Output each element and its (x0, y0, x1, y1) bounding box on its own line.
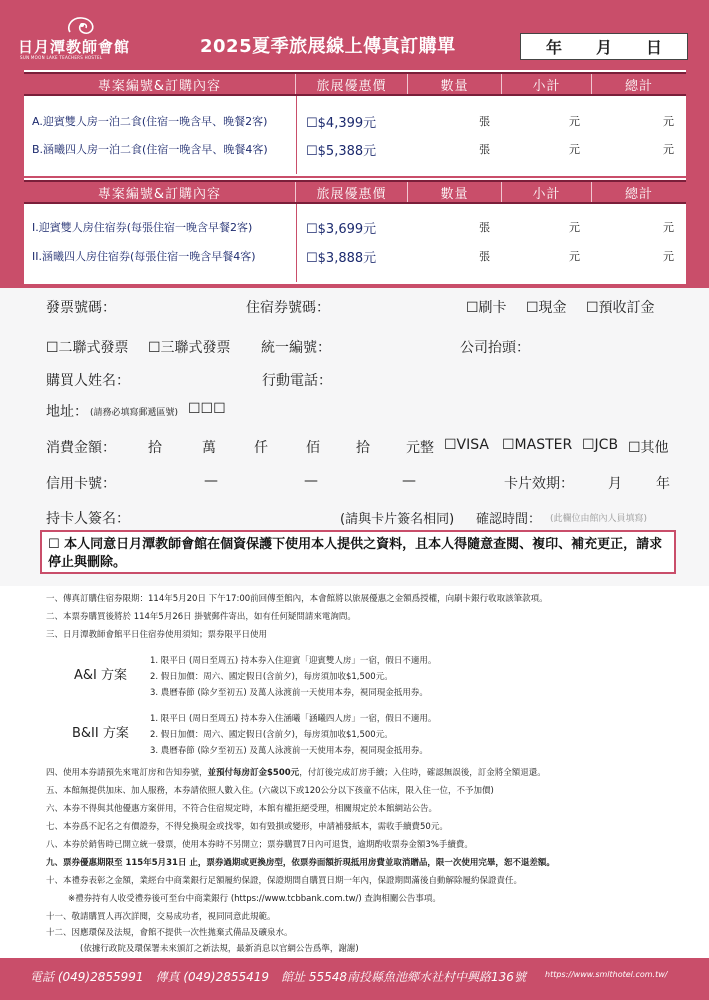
term-12-note: (依據行政院及環保署未來頒訂之新法規，最新消息以官網公告爲準，謝謝) (80, 944, 359, 954)
price-checkbox[interactable]: ☐$5,388元 (306, 143, 377, 159)
term-12: 十二、因應環保及法規，會館不提供一次性拋棄式備品及礦泉水。 (46, 928, 293, 938)
subtotal-field[interactable]: 元 (569, 115, 580, 128)
table-row (24, 243, 686, 269)
amount-unit: 元整 (406, 440, 434, 456)
expiry-month-label: 月 (608, 476, 622, 492)
term-3: 三、日月潭教師會館平日住宿券使用須知；票券限平日使用 (46, 630, 268, 640)
col-subtotal: 小計 (502, 74, 592, 94)
amount-unit: 仟 (254, 440, 268, 456)
pay-card-checkbox[interactable]: ☐刷卡 (466, 300, 507, 316)
plan-a-item: 3. 農曆春節 (除夕至初五) 及萬人泳渡前一天使用本券，視同現金抵用券。 (150, 688, 428, 698)
privacy-consent-checkbox[interactable]: ☐ 本人同意日月潭教師會館在個資保護下使用本人提供之資料，且本人得隨意查閱、複印、補充更正，請求停止與刪除。 (40, 530, 676, 574)
term-11: 十一、敬請購買人再次詳閱，交易成功者，視同同意此規範。 (46, 912, 276, 922)
invoice-number-field[interactable]: 發票號碼： (46, 300, 116, 316)
voucher-number-field[interactable]: 住宿券號碼： (246, 300, 330, 316)
term-4-c: ，付訂後完成訂房手續；入住時，確認無誤後，訂金將全額退還。 (299, 768, 546, 778)
qty-field[interactable]: 張 (479, 221, 490, 234)
card-dash: — (304, 473, 318, 489)
total-field[interactable]: 元 (663, 221, 674, 234)
card-other-checkbox[interactable]: ☐其他 (628, 440, 669, 456)
qty-field[interactable]: 張 (479, 143, 490, 156)
buyer-name-field[interactable]: 購買人姓名： (46, 373, 130, 389)
logo-mark-icon (62, 14, 102, 36)
term-1: 一、傳真訂購住宿券限期：114年5月20日 下午17:00前回傳至館內，本會館將以旅展優惠之金額爲授權，向刷卡銀行收取該筆款項。 (46, 594, 548, 604)
col-qty: 數量 (408, 182, 502, 202)
price-checkbox[interactable]: ☐$3,888元 (306, 250, 377, 266)
tax-id-field[interactable]: 統一編號： (261, 340, 331, 356)
row-item: I.迎賓雙人房住宿券(每張住宿一晚含早餐2客) (32, 221, 253, 234)
card-number-field[interactable]: 信用卡號： (46, 476, 116, 492)
invoice-two-part-checkbox[interactable]: ☐二聯式發票 (46, 340, 129, 356)
logo (18, 14, 148, 58)
amount-field[interactable]: 消費金額： (46, 440, 116, 456)
terms-section (0, 586, 709, 958)
address-note: (請務必填寫郵遞區號) (90, 408, 179, 418)
confirm-note: (此欄位由館內人員填寫) (550, 514, 648, 524)
company-title-field[interactable]: 公司抬頭： (460, 340, 530, 356)
signature-note: (請與卡片簽名相同) (340, 512, 455, 527)
table2-header (24, 180, 686, 204)
header (0, 0, 709, 64)
card-master-checkbox[interactable]: ☐MASTER (502, 437, 573, 453)
table-row (24, 108, 686, 134)
total-field[interactable]: 元 (663, 143, 674, 156)
card-dash: — (204, 473, 218, 489)
plan-b-item: 2. 假日加價：周六、國定假日(含前夕)，每房須加收$1,500元。 (150, 730, 393, 740)
row-item: II.涵曦四人房住宿券(每張住宿一晚含早餐4客) (32, 250, 256, 263)
subtotal-field[interactable]: 元 (569, 143, 580, 156)
subtotal-field[interactable]: 元 (569, 250, 580, 263)
row-item: A.迎賓雙人房一泊二食(住宿一晚含早、晚餐2客) (32, 115, 268, 128)
card-holder-signature-field[interactable]: 持卡人簽名： (46, 511, 130, 527)
term-8: 八、本券於銷售時已開立統一發票，使用本券時不另開立；票券購買7日內可退貨，逾期酌收票券金額3%手續費。 (46, 840, 473, 850)
card-expiry-field[interactable]: 卡片效期： (504, 476, 574, 492)
term-4-deposit: 並預付每房訂金$500元 (207, 768, 300, 778)
pay-cash-checkbox[interactable]: ☐現金 (526, 300, 567, 316)
amount-unit: 萬 (202, 440, 216, 456)
website-link[interactable]: https://www.smlthotel.com.tw/ (545, 970, 668, 979)
price-checkbox[interactable]: ☐$4,399元 (306, 115, 377, 131)
plan-a-item: 1. 限平日 (周日至周五) 持本券入住迎賓「迎賓雙人房」一宿，假日不適用。 (150, 656, 437, 666)
col-total: 總計 (624, 78, 653, 94)
col-item: 專案編號&訂購內容 (24, 182, 296, 202)
col-price: 旅展優惠價 (296, 182, 408, 202)
amount-unit: 拾 (356, 440, 370, 456)
term-2: 二、本票券購買後將於 114年5月26日 掛號郵件寄出，如有任何疑問請來電詢問。 (46, 612, 356, 622)
plan-b-item: 1. 限平日 (周日至周五) 持本券入住涵曦「涵曦四人房」一宿，假日不適用。 (150, 714, 437, 724)
term-10-note: ※禮券持有人收受禮券後可至台中商業銀行 (https://www.tcbbank.com.tw/) 查詢相關公告事項。 (68, 894, 441, 904)
term-7: 七、本券爲不記名之有價證券，不得兌換現金或找零，如有毀損或變形，申請補發紙本，需收手續費50元。 (46, 822, 448, 832)
plan-b-item: 3. 農曆春節 (除夕至初五) 及萬人泳渡前一天使用本券，視同現金抵用券。 (150, 746, 428, 756)
expiry-year-label: 年 (656, 476, 670, 492)
term-4 (46, 766, 546, 778)
date-month-label: 月 (595, 38, 612, 57)
plan-a-item: 2. 假日加價：周六、國定假日(含前夕)，每房須加收$1,500元。 (150, 672, 393, 682)
term-5: 五、本館無提供加床、加人服務，本券請依照人數入住。(六歲以下或120公分以下孩童不佔床，限入住一位，不予加價) (46, 786, 494, 796)
subtotal-field[interactable]: 元 (569, 221, 580, 234)
date-field[interactable] (520, 33, 688, 60)
col-total: 總計 (624, 186, 653, 202)
col-item: 專案編號&訂購內容 (24, 74, 296, 94)
pay-deposit-checkbox[interactable]: ☐預收訂金 (586, 300, 655, 316)
confirm-time-field[interactable]: 確認時間： (476, 512, 542, 527)
card-jcb-checkbox[interactable]: ☐JCB (582, 437, 619, 453)
term-10: 十、本禮券表彰之金額，業經台中商業銀行足額履約保證，保證期間自購買日期一年內，保證期間滿後自動解除履約保證責任。 (46, 876, 523, 886)
term-4-a: 四、使用本券請預先來電訂房和告知券號， (46, 768, 208, 778)
table-row (24, 214, 686, 240)
card-visa-checkbox[interactable]: ☐VISA (444, 437, 489, 453)
footer (0, 960, 709, 1000)
term-6: 六、本券不得與其他優惠方案併用，不符合住宿規定時，本館有權拒絕受理，相關規定於本館網站公告。 (46, 804, 438, 814)
table-row (24, 136, 686, 162)
page-title: 2025夏季旅展線上傳真訂購單 (200, 36, 456, 57)
mobile-field[interactable]: 行動電話： (262, 373, 332, 389)
total-field[interactable]: 元 (663, 250, 674, 263)
qty-field[interactable]: 張 (479, 115, 490, 128)
address-field[interactable]: 地址： (46, 404, 88, 420)
plan-a-label: A&I 方案 (74, 668, 127, 683)
zip-code-boxes[interactable]: ☐☐☐ (188, 401, 226, 417)
col-subtotal: 小計 (502, 182, 592, 202)
col-qty: 數量 (408, 74, 502, 94)
logo-subtext: SUN MOON LAKE TEACHERS HOSTEL (20, 55, 103, 60)
date-day-label: 日 (645, 38, 662, 57)
card-dash: — (402, 473, 416, 489)
amount-unit: 拾 (148, 440, 162, 456)
invoice-three-part-checkbox[interactable]: ☐三聯式發票 (148, 340, 231, 356)
amount-unit: 佰 (306, 440, 320, 456)
table1-header (24, 72, 686, 96)
col-price: 旅展優惠價 (296, 74, 408, 94)
price-checkbox[interactable]: ☐$3,699元 (306, 221, 377, 237)
row-item: B.涵曦四人房一泊二食(住宿一晚含早、晚餐4客) (32, 143, 268, 156)
total-field[interactable]: 元 (663, 115, 674, 128)
contact-info: 電話 (049)2855991 傳真 (049)2855419 館址 55548南投縣魚池鄉水社村中興路136號 (30, 970, 526, 984)
plan-b-label: B&II 方案 (72, 726, 129, 741)
date-year-label: 年 (545, 38, 562, 57)
logo-text: 日月潭教師會館 (18, 38, 131, 56)
term-9: 九、票券優惠期限至 115年5月31日 止，票券過期或更換房型，依票券面額折現抵用房費並取消贈品，限一次使用完畢，恕不退差額。 (46, 858, 555, 868)
qty-field[interactable]: 張 (479, 250, 490, 263)
